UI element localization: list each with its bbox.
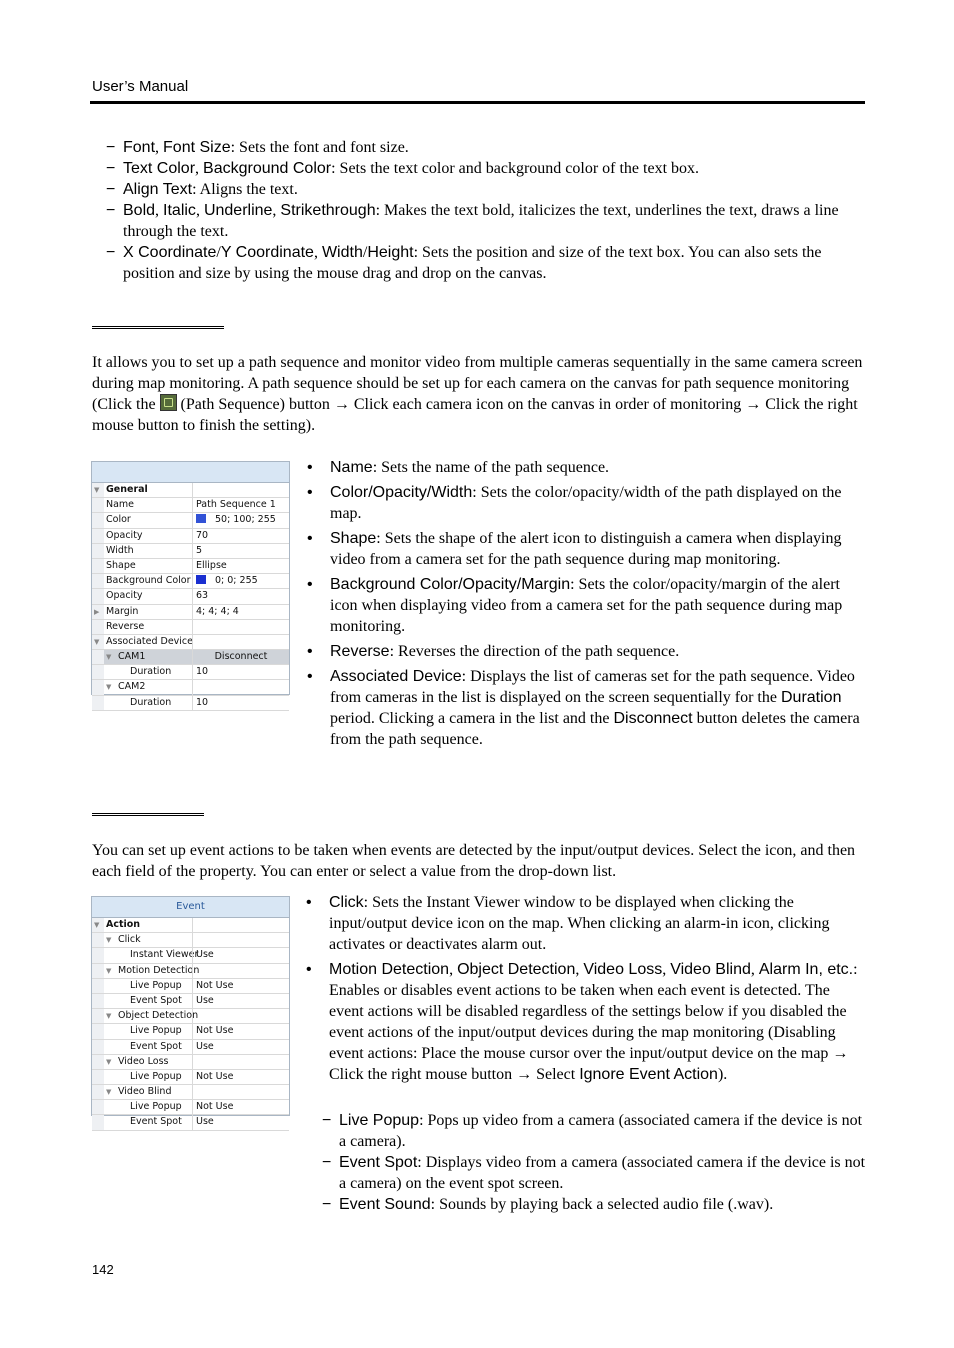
row-gutter <box>92 513 104 527</box>
path-sequence-bullet <box>307 574 865 637</box>
property-row[interactable] <box>92 513 289 528</box>
expand-arrow-icon[interactable]: ▼ <box>106 653 112 662</box>
text-option-item <box>106 179 866 200</box>
text-run: : Sets the position and size of the text box. You can also sets the position and size by using the mouse drag and drop on the canvas. <box>123 244 822 282</box>
property-name: General <box>106 484 148 495</box>
text-options-list <box>106 137 866 284</box>
path-sequence-bullet <box>307 641 865 662</box>
text-run: button deletes the camera from the path sequence. <box>330 710 860 748</box>
term: Click <box>329 894 364 911</box>
term: Ignore Event Action <box>579 1066 718 1083</box>
color-swatch <box>196 514 206 523</box>
bullet-mark: • <box>307 643 313 660</box>
row-gutter <box>92 1085 104 1099</box>
property-name: Reverse <box>106 620 145 632</box>
event-bullet <box>306 959 866 1085</box>
event-action-list <box>322 1110 866 1215</box>
path-sequence-bullet <box>307 666 865 750</box>
section-underline <box>92 813 204 816</box>
property-row[interactable] <box>92 1040 289 1055</box>
term: Associated Device <box>330 668 462 685</box>
property-value[interactable]: Not Use <box>192 1024 289 1038</box>
text-run: : Sets the Instant Viewer window to be displayed when clicking the input/output device icon on the map. When clicking an alarm-in icon, clicking activates or deactivates alarm out. <box>329 894 830 953</box>
text-run: , <box>195 160 204 177</box>
property-row[interactable] <box>92 650 289 665</box>
text-run: : Makes the text bold, italicizes the text, underlines the text, draws a line through the text. <box>123 202 839 240</box>
bullet-mark: • <box>307 459 313 476</box>
property-name: Motion Detection <box>118 964 200 976</box>
row-gutter <box>92 1100 104 1114</box>
text-option-item <box>106 242 866 284</box>
text-run: : Aligns the text. <box>192 181 298 198</box>
property-row[interactable] <box>92 665 289 680</box>
bullet-mark: • <box>307 484 313 501</box>
text-run: ). <box>717 1066 728 1083</box>
property-value[interactable]: 4; 4; 4; 4 <box>192 605 289 619</box>
path-sequence-intro: It allows you to set up a path sequence and monitor video from multiple cameras sequentially in the same camera screen during map monitoring. A path sequence should be set up for each camera on the canvas for path sequence monitoring (Click the (Path Sequence) button → Click each camera icon on the canvas in order of monitoring → Click the right mouse button to finish the setting). <box>92 354 863 434</box>
term: Background Color <box>203 160 332 177</box>
term: Name <box>330 459 373 476</box>
row-gutter <box>92 650 104 664</box>
bullet-mark: • <box>306 894 312 911</box>
dash-mark: − <box>106 139 116 156</box>
property-row[interactable] <box>92 620 289 635</box>
property-row[interactable] <box>92 948 289 963</box>
property-row[interactable] <box>92 680 289 695</box>
term: Height <box>367 244 414 261</box>
property-row[interactable] <box>92 544 289 559</box>
property-value[interactable]: Ellipse <box>192 559 289 573</box>
term: Video Loss <box>583 961 663 978</box>
property-value[interactable]: Use <box>192 948 289 962</box>
property-row[interactable] <box>92 483 289 498</box>
row-gutter <box>92 1040 104 1054</box>
dash-mark: − <box>106 160 116 177</box>
property-row[interactable] <box>92 994 289 1009</box>
text-run: , <box>313 244 322 261</box>
text-run: : Pops up video from a camera (associated camera if the device is not a camera). <box>339 1112 863 1150</box>
text-run: : Reverses the direction of the path sequence. <box>389 643 680 660</box>
property-value[interactable]: 63 <box>192 589 289 603</box>
text-run: , <box>575 961 584 978</box>
property-value[interactable]: 10 <box>192 665 289 679</box>
row-gutter <box>92 589 104 603</box>
text-run: , <box>155 139 164 156</box>
dash-mark: − <box>106 202 116 219</box>
page-number: 142 <box>92 1262 114 1277</box>
term: Reverse <box>330 643 390 660</box>
event-bullet <box>306 892 866 955</box>
term: Object Detection <box>457 961 576 978</box>
path-sequence-bullets <box>307 457 865 754</box>
expand-arrow-icon[interactable]: ▼ <box>94 637 100 646</box>
text-run: , <box>155 202 164 219</box>
property-value[interactable] <box>192 1009 289 1023</box>
text-run: : Displays video from a camera (associated camera if the device is not a camera) on the event spot screen. <box>339 1154 866 1192</box>
row-gutter <box>92 559 104 573</box>
property-row[interactable] <box>92 574 289 589</box>
row-gutter <box>92 1055 104 1069</box>
text-run: : Sets the shape of the alert icon to distinguish a camera when displaying video from a camera set for the path sequence during map monitoring. <box>330 530 842 568</box>
row-gutter <box>92 1115 104 1129</box>
dash-mark: − <box>322 1154 332 1171</box>
property-value[interactable] <box>192 933 289 947</box>
property-value[interactable]: Use <box>192 1115 289 1129</box>
path-sequence-bullet <box>307 457 865 478</box>
row-gutter <box>92 979 104 993</box>
property-name: Event Spot <box>130 1116 182 1128</box>
text-option-item <box>106 137 866 158</box>
property-row[interactable] <box>92 1070 289 1085</box>
grid-header <box>92 462 289 483</box>
text-run: : Enables or disables event actions to be taken when each event is detected. The event actions will be disabled regardless of the settings below if you disabled the event actions of the input/output devices during the map monitoring (Disabling event actions: Place the mouse cursor over the input/output device on the map → Click the right mouse button → Select <box>329 961 858 1083</box>
event-bullets <box>306 892 866 1089</box>
header-rule <box>90 101 865 104</box>
row-gutter <box>92 933 104 947</box>
expand-arrow-icon[interactable]: ▼ <box>94 921 100 929</box>
property-name: Event Spot <box>130 1040 182 1052</box>
text-option-item <box>106 158 866 179</box>
text-run: : Displays the list of cameras set for the path sequence. Video from cameras in the list is displayed on the screen sequentially for the <box>330 668 855 706</box>
row-gutter <box>92 964 104 978</box>
property-name: Video Loss <box>118 1055 169 1067</box>
property-value[interactable] <box>192 635 289 649</box>
property-row[interactable] <box>92 605 289 620</box>
property-value[interactable] <box>192 1055 289 1069</box>
text-run: : Sounds by playing back a selected audio file (.wav). <box>430 1196 774 1213</box>
property-name: Action <box>106 919 141 930</box>
term: Font Size <box>163 139 231 156</box>
property-row[interactable] <box>92 979 289 994</box>
property-name: Live Popup <box>130 1025 182 1037</box>
property-value[interactable]: 10 <box>192 696 289 710</box>
property-name: Live Popup <box>130 979 182 991</box>
row-gutter <box>92 1009 104 1023</box>
row-gutter <box>92 620 104 634</box>
event-action-item <box>322 1152 866 1194</box>
property-name: Object Detection <box>118 1010 199 1022</box>
property-name: Click <box>118 934 141 946</box>
property-name: Opacity <box>106 529 143 541</box>
text-run: , <box>272 202 281 219</box>
text-run: / <box>216 244 221 261</box>
property-row[interactable] <box>92 1085 289 1100</box>
term: Disconnect <box>613 710 693 727</box>
row-gutter <box>92 1070 104 1084</box>
property-row[interactable] <box>92 696 289 711</box>
running-header: User’s Manual <box>92 78 189 95</box>
row-gutter <box>92 696 104 710</box>
path-sequence-bullet <box>307 482 865 524</box>
property-name: Associated Device <box>106 635 194 647</box>
text-option-item <box>106 200 866 242</box>
term: Strikethrough <box>280 202 376 219</box>
property-value[interactable] <box>192 483 289 497</box>
property-value[interactable]: Path Sequence 1 <box>192 498 289 512</box>
term: Y Coordinate <box>220 244 314 261</box>
term: Underline <box>203 202 273 219</box>
text-run: , <box>662 961 671 978</box>
path-sequence-property-grid <box>91 461 290 708</box>
term: Align Text <box>123 181 193 198</box>
event-intro: You can set up event actions to be taken when events are detected by the input/output devices. Select the icon, and then each field of the property. You can enter or select a value from the drop-down list. <box>92 842 856 880</box>
event-property-grid <box>91 896 290 1128</box>
text-run: period. Clicking a camera in the list and the <box>330 710 614 727</box>
expand-arrow-icon[interactable]: ▼ <box>106 683 112 692</box>
term: Event Sound <box>339 1196 431 1213</box>
property-value[interactable]: 50; 100; 255 <box>192 513 289 527</box>
term: Width <box>321 244 363 261</box>
row-gutter <box>92 665 104 679</box>
property-row[interactable] <box>92 635 289 650</box>
property-value[interactable] <box>192 1085 289 1099</box>
property-value[interactable]: Use <box>192 994 289 1008</box>
row-gutter <box>92 544 104 558</box>
property-row[interactable] <box>92 1009 289 1024</box>
property-value[interactable]: 0; 0; 255 <box>192 574 289 588</box>
expand-arrow-icon[interactable]: ▼ <box>106 936 112 945</box>
property-row[interactable] <box>92 1115 289 1130</box>
event-action-item <box>322 1110 866 1152</box>
row-gutter <box>92 529 104 543</box>
property-row[interactable] <box>92 498 289 513</box>
term: Motion Detection <box>329 961 450 978</box>
term: Duration <box>780 689 842 706</box>
dash-mark: − <box>322 1196 332 1213</box>
property-row[interactable] <box>92 529 289 544</box>
property-name: Duration <box>130 666 172 678</box>
property-name: CAM1 <box>118 651 146 663</box>
disconnect-button[interactable]: Disconnect <box>192 650 289 664</box>
expand-arrow-icon[interactable]: ▼ <box>106 1012 112 1021</box>
row-gutter <box>92 994 104 1008</box>
property-value[interactable]: 5 <box>192 544 289 558</box>
property-value[interactable]: Not Use <box>192 1070 289 1084</box>
property-row[interactable] <box>92 933 289 948</box>
term: Video Blind <box>670 961 751 978</box>
bullet-mark: • <box>307 668 313 685</box>
property-row[interactable] <box>92 1100 289 1115</box>
property-name: Background Color <box>106 575 191 587</box>
property-name: Duration <box>130 696 172 708</box>
property-value[interactable]: 70 <box>192 529 289 543</box>
expand-arrow-icon[interactable]: ▼ <box>106 1057 112 1066</box>
property-value[interactable]: Not Use <box>192 1100 289 1114</box>
dash-mark: − <box>106 181 116 198</box>
property-value[interactable] <box>192 680 289 694</box>
path-sequence-bullet <box>307 528 865 570</box>
row-gutter <box>92 498 104 512</box>
text-run: : Sets the text color and background color of the text box. <box>331 160 700 177</box>
term: Shape <box>330 530 377 547</box>
term: Event Spot <box>339 1154 418 1171</box>
text-run: / <box>362 244 368 261</box>
collapse-arrow-icon[interactable]: ▶ <box>94 607 100 616</box>
term: Live Popup <box>339 1112 420 1129</box>
term: Background Color/Opacity/Margin <box>330 576 571 593</box>
bullet-mark: • <box>306 961 312 978</box>
property-value[interactable] <box>192 620 289 634</box>
text-run: , <box>750 961 759 978</box>
term: Font <box>123 139 156 156</box>
property-row[interactable] <box>92 964 289 979</box>
text-run: , <box>195 202 204 219</box>
property-name: Event Spot <box>130 994 182 1006</box>
text-run: , <box>449 961 458 978</box>
property-name: Video Blind <box>118 1086 172 1098</box>
section-underline <box>92 326 224 329</box>
term: Text Color <box>123 160 196 177</box>
property-name: Width <box>106 544 134 556</box>
property-name: Live Popup <box>130 1070 182 1082</box>
text-run: : Sets the color/opacity/margin of the alert icon when displaying video from a camera set for the path sequence during map monitoring. <box>330 576 843 635</box>
term: Alarm In, etc. <box>758 961 854 978</box>
color-swatch <box>196 575 206 584</box>
path-sequence-icon <box>160 394 177 411</box>
property-row[interactable] <box>92 1055 289 1070</box>
text-run: : Sets the font and font size. <box>230 139 409 156</box>
property-value[interactable] <box>192 918 289 932</box>
row-gutter <box>92 1024 104 1038</box>
property-name: Instant Viewer <box>130 949 199 961</box>
dash-mark: − <box>106 244 116 261</box>
term: Color/Opacity/Width <box>330 484 473 501</box>
property-value[interactable]: Use <box>192 1040 289 1054</box>
property-name: Color <box>106 514 131 526</box>
property-value[interactable]: Not Use <box>192 979 289 993</box>
expand-arrow-icon[interactable]: ▼ <box>106 1088 112 1097</box>
row-gutter <box>92 948 104 962</box>
property-name: Name <box>106 499 135 511</box>
property-name: Shape <box>106 559 136 571</box>
text-run: : Sets the color/opacity/width of the path displayed on the map. <box>330 484 842 522</box>
property-name: Margin <box>106 605 139 617</box>
bullet-mark: • <box>307 530 313 547</box>
row-gutter <box>92 574 104 588</box>
property-row[interactable] <box>92 1024 289 1039</box>
term: X Coordinate <box>123 244 217 261</box>
property-value[interactable] <box>192 964 289 978</box>
term: Bold <box>123 202 156 219</box>
property-row[interactable] <box>92 559 289 574</box>
grid-header: Event <box>92 897 289 918</box>
property-row[interactable] <box>92 589 289 604</box>
row-gutter <box>92 680 104 694</box>
property-name: Opacity <box>106 590 143 602</box>
property-name: Live Popup <box>130 1101 182 1113</box>
event-action-item <box>322 1194 866 1215</box>
text-run: : Sets the name of the path sequence. <box>372 459 610 476</box>
expand-arrow-icon[interactable]: ▼ <box>106 966 112 975</box>
dash-mark: − <box>322 1112 332 1129</box>
bullet-mark: • <box>307 576 313 593</box>
term: Italic <box>163 202 196 219</box>
property-name: CAM2 <box>118 681 146 693</box>
property-row[interactable] <box>92 918 289 933</box>
expand-arrow-icon[interactable]: ▼ <box>94 486 100 494</box>
